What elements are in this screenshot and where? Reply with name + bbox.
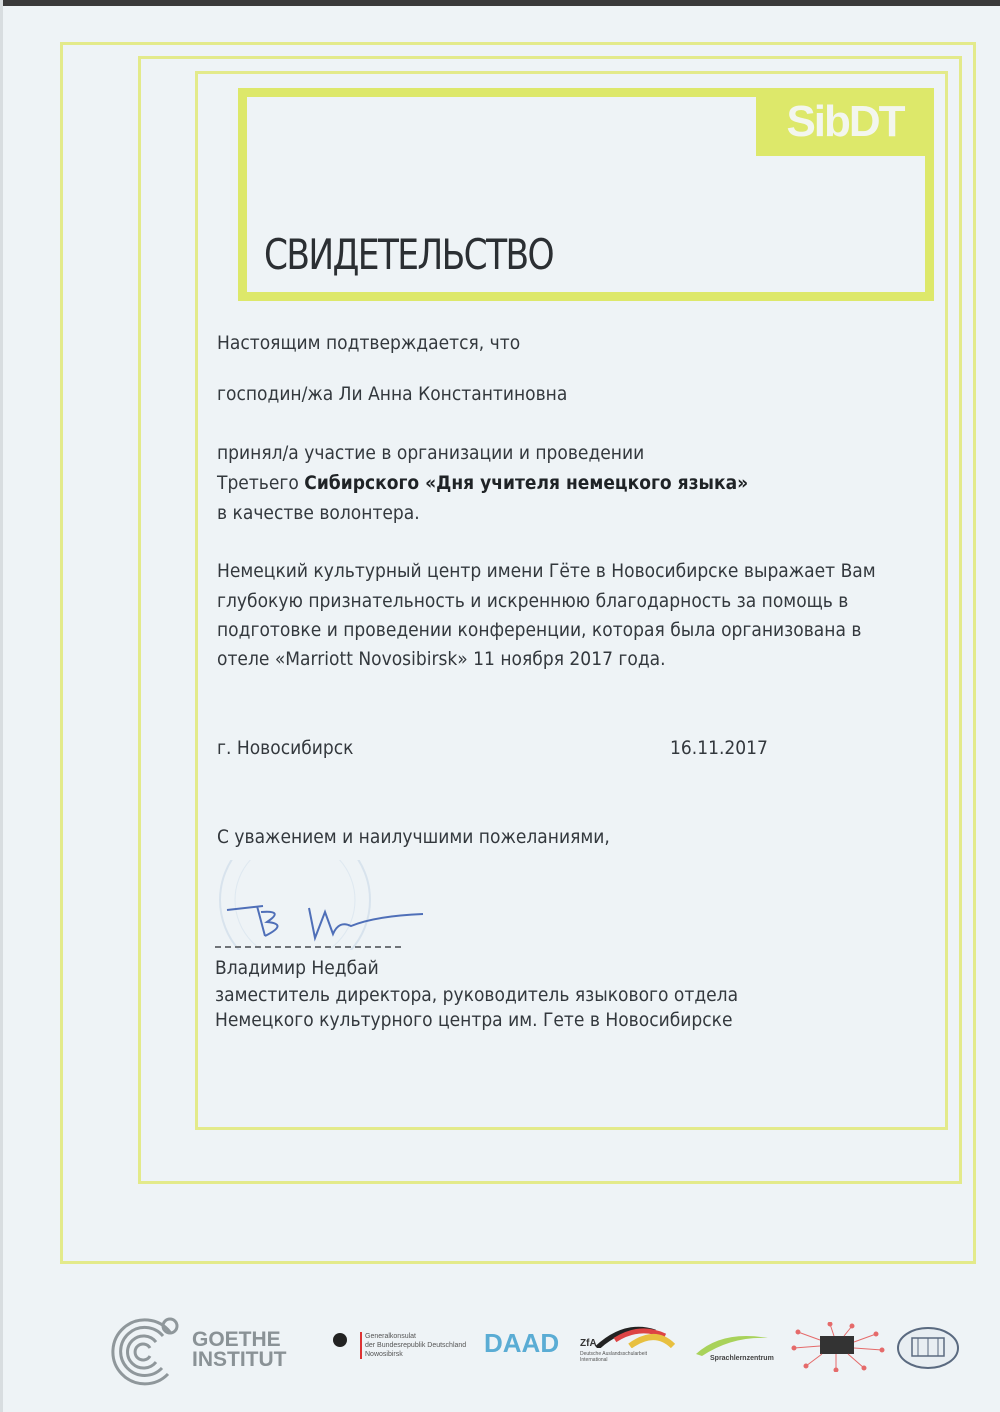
event-prefix: Третьего bbox=[217, 472, 305, 494]
goethe-institut-logo bbox=[192, 1330, 287, 1370]
goethe-logo-icon bbox=[108, 1312, 188, 1392]
signature-line bbox=[215, 946, 401, 948]
goethe-line: GOETHE bbox=[192, 1328, 281, 1351]
signatory-name: Владимир Недбай bbox=[215, 957, 379, 979]
stamp-and-signature bbox=[205, 860, 445, 950]
zfa-sub-line: Deutsche Auslandsschularbeit bbox=[580, 1351, 647, 1357]
eagle-icon bbox=[332, 1332, 348, 1348]
scan-edge-left bbox=[0, 0, 3, 1412]
goethe-line: INSTITUT bbox=[192, 1348, 287, 1371]
zfa-subtitle bbox=[580, 1351, 647, 1363]
zfa-sub-line: International bbox=[580, 1357, 608, 1363]
consulate-line: der Bundesrepublik Deutschland bbox=[365, 1342, 467, 1349]
closing: С уважением и наилучшими пожеланиями, bbox=[217, 826, 610, 848]
consulate-logo bbox=[360, 1332, 466, 1359]
signatory-organization: Немецкого культурного центра им. Гете в Новосибирске bbox=[215, 1009, 733, 1031]
intro-text: Настоящим подтверждается, что bbox=[217, 332, 521, 354]
logo-text: SibDT bbox=[786, 97, 904, 146]
sprachlernzentrum-logo: Sprachlernzentrum bbox=[710, 1355, 774, 1362]
gratitude-line: отеле «Marriott Novosibirsk» 11 ноября 2017 года. bbox=[217, 648, 666, 670]
certificate-title: СВИДЕТЕЛЬСТВО bbox=[264, 230, 553, 279]
consulate-line: Nowosibirsk bbox=[365, 1351, 403, 1358]
participation-line-2 bbox=[217, 472, 748, 494]
recipient-name: господин/жа Ли Анна Константиновна bbox=[217, 383, 568, 405]
participation-line-1: принял/а участие в организации и проведении bbox=[217, 442, 645, 464]
network-logo-icon bbox=[790, 1322, 885, 1372]
participation-line-3: в качестве волонтера. bbox=[217, 502, 420, 524]
scan-edge bbox=[0, 0, 1000, 6]
sprachlernzentrum-leaf-icon bbox=[692, 1330, 772, 1356]
university-emblem-icon bbox=[896, 1326, 960, 1370]
date: 16.11.2017 bbox=[670, 737, 768, 759]
daad-logo: DAAD bbox=[484, 1328, 560, 1358]
sibdt-logo bbox=[756, 88, 934, 156]
city: г. Новосибирск bbox=[217, 737, 354, 759]
zfa-arc-icon bbox=[595, 1326, 675, 1348]
gratitude-line: Немецкий культурный центр имени Гёте в Новосибирске выражает Вам bbox=[217, 560, 876, 582]
gratitude-line: глубокую признательность и искреннюю благодарность за помощь в bbox=[217, 590, 849, 612]
gratitude-line: подготовке и проведении конференции, которая была организована в bbox=[217, 619, 862, 641]
consulate-line: Generalkonsulat bbox=[365, 1333, 416, 1340]
signatory-position: заместитель директора, руководитель языкового отдела bbox=[215, 984, 739, 1006]
event-name: Сибирского «Дня учителя немецкого языка» bbox=[304, 472, 749, 494]
zfa-logo: ZfA bbox=[580, 1338, 597, 1349]
